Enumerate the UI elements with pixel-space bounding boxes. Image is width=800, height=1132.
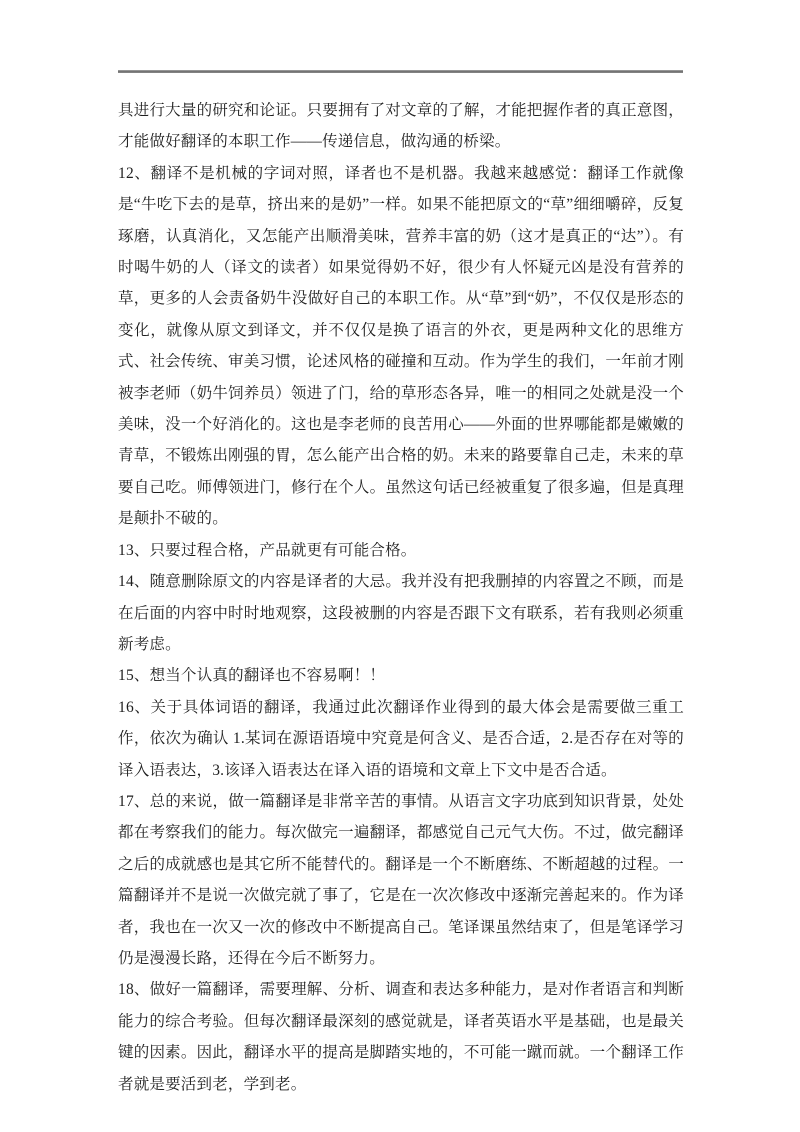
header-rule: [118, 70, 683, 73]
paragraph-item-18: 18、做好一篇翻译，需要理解、分析、调查和表达多种能力，是对作者语言和判断能力的综合考验。但每次翻译最深刻的感觉就是，译者英语水平是基础，也是最关键的因素。因此，翻译水平的提高是脚踏实地的，不可能一蹴而就。一个翻译工作者就是要活到老，学到老。: [118, 981, 684, 1093]
paragraph-11-continuation: 具进行大量的研究和论证。只要拥有了对文章的了解，才能把握作者的真正意图，才能做好翻译的本职工作——传递信息，做沟通的桥梁。: [118, 102, 684, 151]
paragraph-item-15: 15、想当个认真的翻译也不容易啊！！: [118, 667, 386, 685]
paragraph-item-12: 12、翻译不是机械的字词对照，译者也不是机器。我越来越感觉：翻译工作就像是“牛吃下去的是草，挤出来的是奶”一样。如果不能把原文的“草”细细嚼碎，反复琢磨，认真消化，又怎能产出顺滑美味，营养丰富的奶（这才是真正的“达”）。有时喝牛奶的人（译文的读者）如果觉得奶不好，很少有人怀疑元凶是没有营养的草，更多的人会责备奶牛没做好自己的本职工作。从“草”到“奶”，不仅仅是形态的变化，就像从原文到译文，并不仅仅是换了语言的外衣，更是两种文化的思维方式、社会传统、审美习惯，论述风格的碰撞和互动。作为学生的我们，一年前才刚被李老师（奶牛饲养员）领进了门，给的草形态各异，唯一的相同之处就是没一个美味，没一个好消化的。这也是李老师的良苦用心——外面的世界哪能都是嫩嫩的青草，不锻炼出刚强的胃，怎么能产出合格的奶。未来的路要靠自己走，未来的草要自己吃。师傅领进门，修行在个人。虽然这句话已经被重复了很多遍，但是真理是颠扑不破的。: [118, 164, 684, 528]
paragraph-item-14: 14、随意删除原文的内容是译者的大忌。我并没有把我删掉的内容置之不顾，而是在后面的内容中时时地观察，这段被删的内容是否跟下文有联系，若有我则必须重新考虑。: [118, 573, 684, 653]
paragraph-item-13: 13、只要过程合格，产品就更有可能合格。: [118, 541, 417, 559]
document-body: [118, 95, 684, 1100]
paragraph-item-17: 17、总的来说，做一篇翻译是非常辛苦的事情。从语言文字功底到知识背景，处处都在考察我们的能力。每次做完一遍翻译，都感觉自己元气大伤。不过，做完翻译之后的成就感也是其它所不能替代的。翻译是一个不断磨练、不断超越的过程。一篇翻译并不是说一次做完就了事了，它是在一次次修改中逐渐完善起来的。作为译者，我也在一次又一次的修改中不断提高自己。笔译课虽然结束了，但是笔译学习仍是漫漫长路，还得在今后不断努力。: [118, 792, 684, 967]
paragraph-item-16: 16、关于具体词语的翻译，我通过此次翻译作业得到的最大体会是需要做三重工作，依次为确认 1.某词在源语语境中究竟是何含义、是否合适，2.是否存在对等的译入语表达，3.该译入语表达在译入语的语境和文章上下文中是否合适。: [118, 698, 684, 779]
